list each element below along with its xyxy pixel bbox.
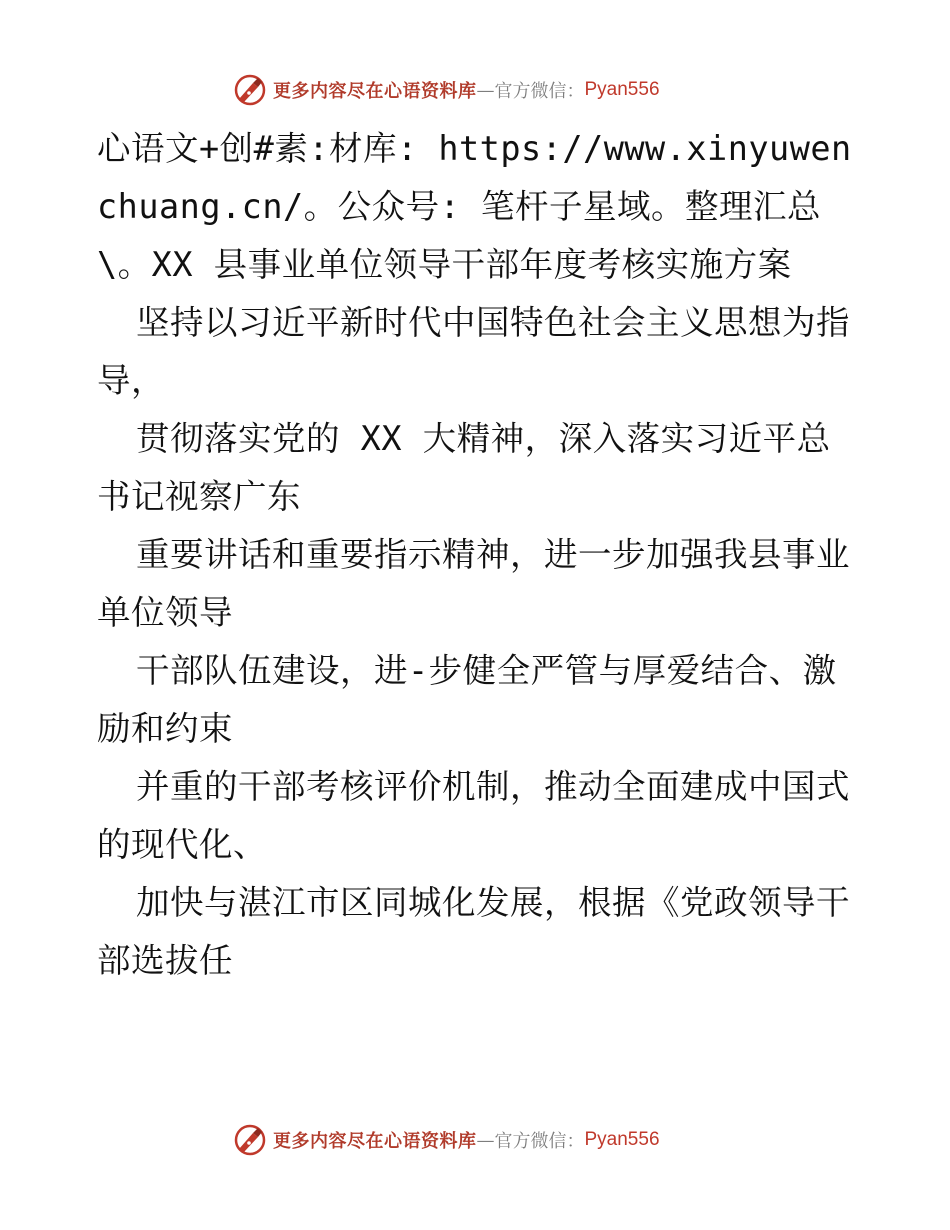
header-banner <box>233 72 753 108</box>
body-paragraph: 并重的干部考核评价机制，推动全面建成中国式的现代化、 <box>97 767 850 864</box>
pen-nib-logo-icon <box>233 1123 267 1157</box>
banner-dash: — <box>476 79 495 101</box>
wechat-id: Pyan556 <box>584 79 660 100</box>
body-paragraph: 加快与湛江市区同城化发展，根据《党政领导干部选拔任 <box>97 883 850 980</box>
wechat-id: Pyan556 <box>584 1129 660 1150</box>
body-paragraph: 重要讲话和重要指示精神，进一步加强我县事业单位领导 <box>97 535 850 632</box>
wechat-label: 官方微信： <box>494 1131 585 1152</box>
promo-text: 更多内容尽在心语资料库 <box>273 81 477 102</box>
document-title-paragraph: 心语文+创#素:材库: https://www.xinyuwenchuang.cn/。公众号: 笔杆子星域。整理汇总\。XX 县事业单位领导干部年度考核实施方案 <box>97 129 852 284</box>
wechat-label: 官方微信： <box>494 81 585 102</box>
body-paragraph: 干部队伍建设，进-步健全严管与厚爱结合、激励和约束 <box>97 651 837 748</box>
promo-text: 更多内容尽在心语资料库 <box>273 1131 477 1152</box>
body-paragraph: 贯彻落实党的 XX 大精神，深入落实习近平总书记视察广东 <box>97 419 831 516</box>
body-paragraph: 坚持以习近平新时代中国特色社会主义思想为指导， <box>97 303 850 400</box>
document-body <box>97 120 857 990</box>
banner-dash: — <box>476 1129 495 1151</box>
footer-banner <box>233 1122 753 1158</box>
pen-nib-logo-icon <box>233 73 267 107</box>
